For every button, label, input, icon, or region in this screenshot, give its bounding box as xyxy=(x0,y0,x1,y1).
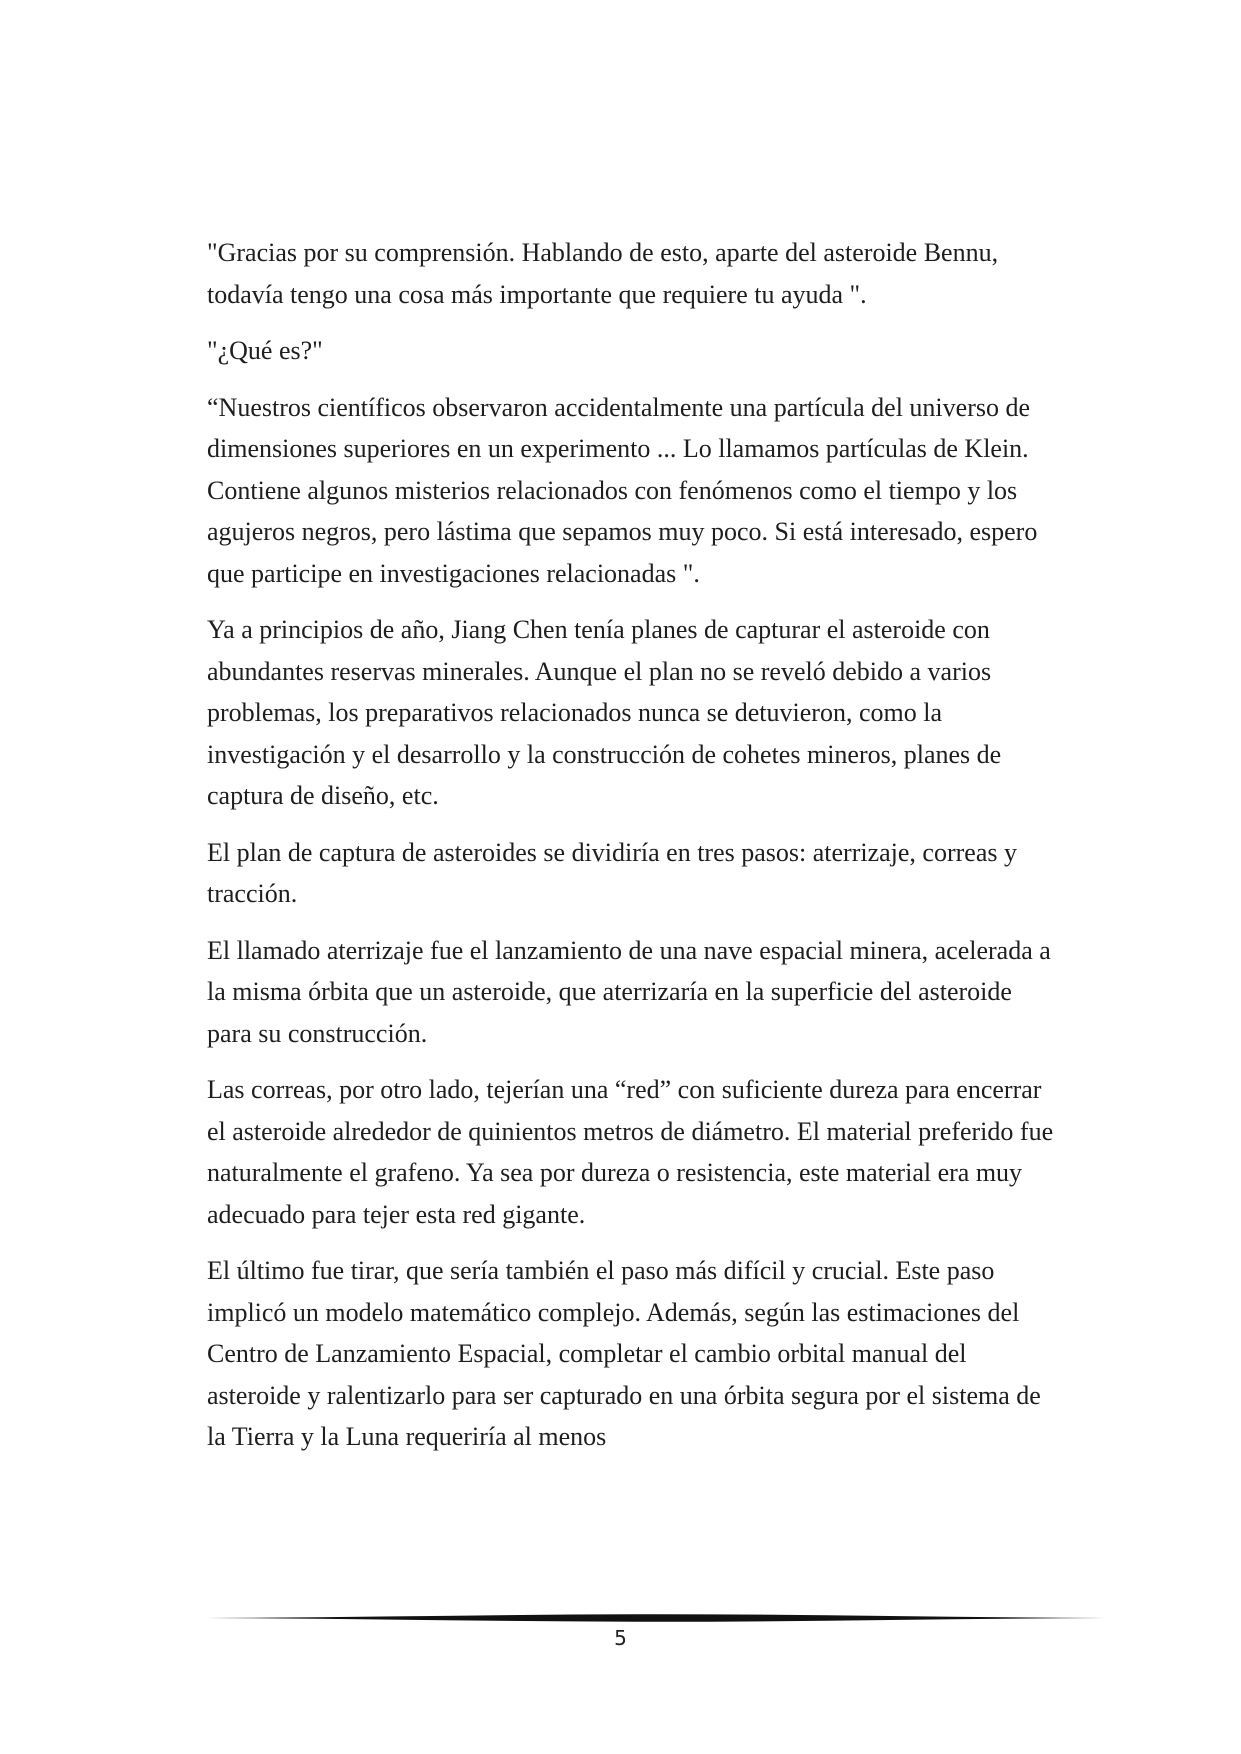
body-text xyxy=(207,232,1063,1473)
paragraph-5: El plan de captura de asteroides se dividiría en tres pasos: aterrizaje, correas y tracción. xyxy=(207,837,1017,908)
paragraph-4: Ya a principios de año, Jiang Chen tenía planes de capturar el asteroide con abundantes reservas minerales. Aunque el plan no se reveló debido a varios problemas, los preparativos relacionados nunca se detuvieron, como la investigación y el desarrollo y la construcción de cohetes mineros, planes de captura de diseño, etc. xyxy=(207,615,1002,810)
footer-rule xyxy=(206,1612,1106,1624)
paragraph-3: “Nuestros científicos observaron accidentalmente una partícula del universo de dimensiones superiores en un experimento ... Lo llamamos partículas de Klein. Contiene algunos misterios relacionados con fenómenos como el tiempo y los agujeros negros, pero lástima que sepamos muy poco. Si está interesado, espero que participe en investigaciones relacionadas ". xyxy=(207,392,1038,588)
paragraph-1: "Gracias por su comprensión. Hablando de esto, aparte del asteroide Bennu, todavía tengo una cosa más importante que requiere tu ayuda ". xyxy=(207,238,999,309)
paragraph-2: "¿Qué es?" xyxy=(207,336,323,365)
paragraph-6: El llamado aterrizaje fue el lanzamiento de una nave espacial minera, acelerada a la misma órbita que un asteroide, que aterrizaría en la superficie del asteroide para su construcción. xyxy=(207,935,1051,1048)
paragraph-7: Las correas, por otro lado, tejerían una “red” con suficiente dureza para encerrar el asteroide alrededor de quinientos metros de diámetro. El material preferido fue naturalmente el grafeno. Ya sea por dureza o resistencia, este material era muy adecuado para tejer esta red gigante. xyxy=(207,1075,1054,1229)
paragraph-8: El último fue tirar, que sería también el paso más difícil y crucial. Este paso implicó un modelo matemático complejo. Además, según las estimaciones del Centro de Lanzamiento Espacial, completar el cambio orbital manual del asteroide y ralentizarlo para ser capturado en una órbita segura por el sistema de la Tierra y la Luna requeriría al menos xyxy=(207,1256,1041,1451)
page-number: 5 xyxy=(614,1626,627,1650)
footer-rule-stroke xyxy=(206,1614,1106,1622)
